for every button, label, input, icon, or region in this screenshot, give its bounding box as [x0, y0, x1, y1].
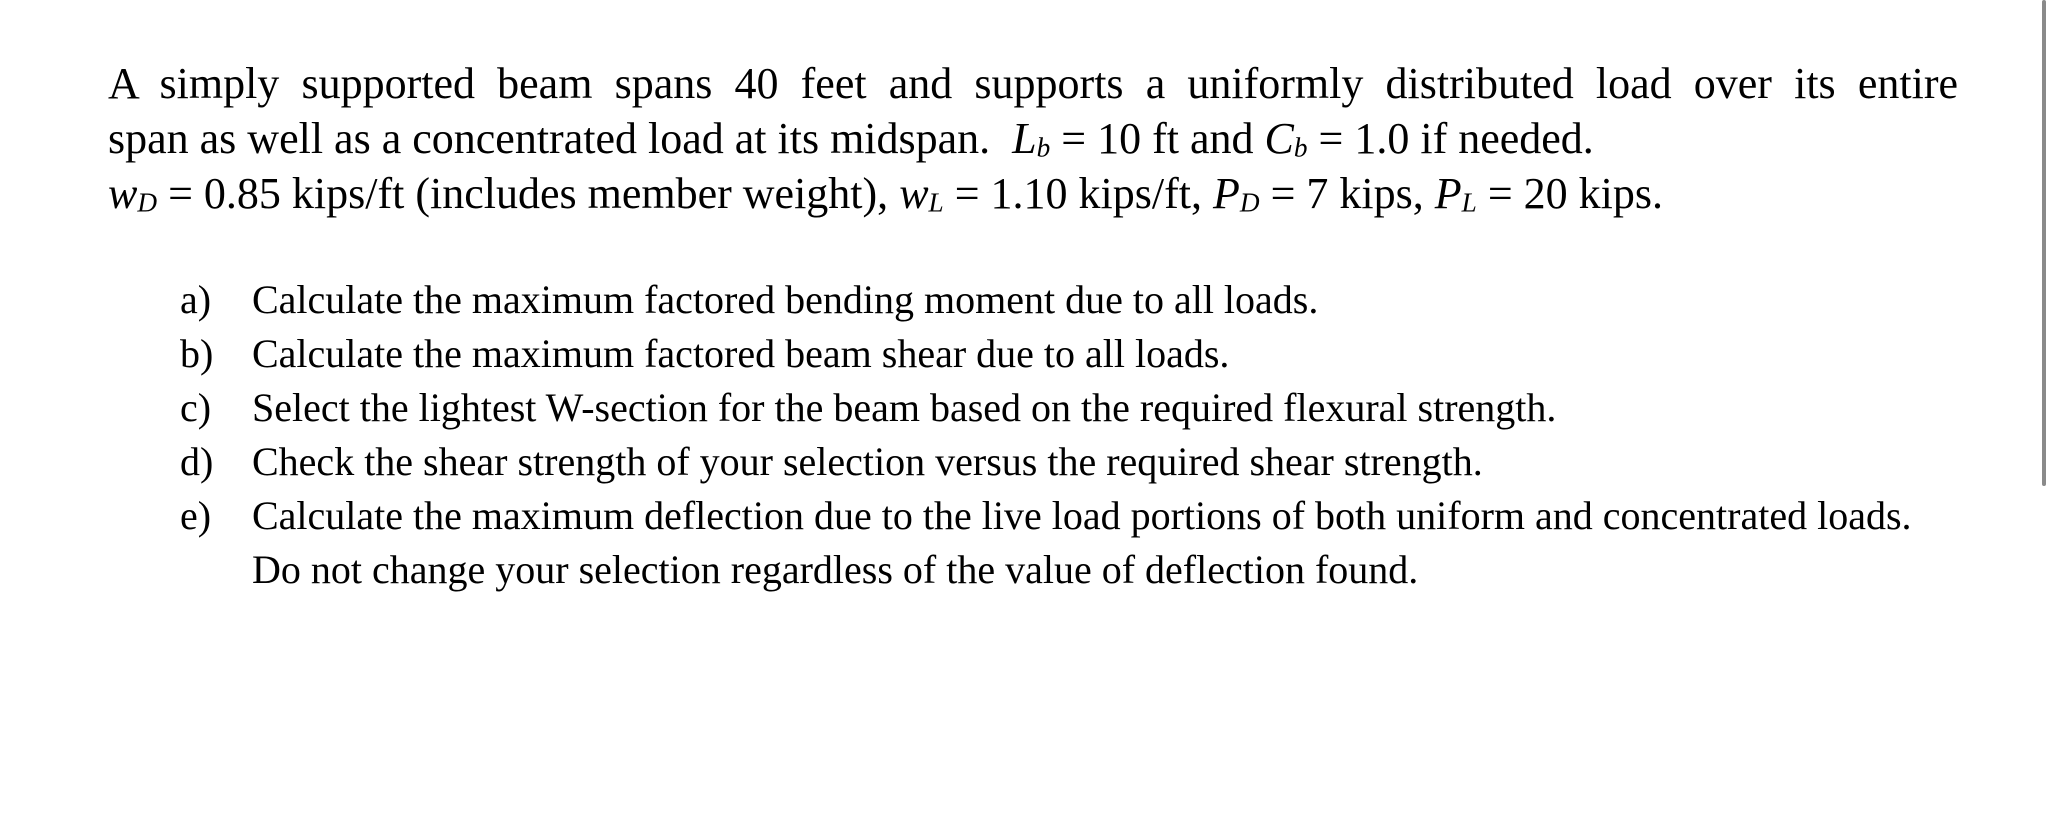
part-letter: a)	[180, 277, 212, 322]
cb-subscript: b	[1293, 132, 1308, 163]
pd-subscript: D	[1239, 187, 1260, 218]
pd-value: = 7 kips,	[1259, 169, 1435, 218]
wd-value: = 0.85 kips/ft (includes member weight),	[157, 169, 900, 218]
question-parts-list	[180, 273, 1960, 597]
problem-line-3	[108, 166, 1958, 221]
part-text: Check the shear strength of your selection versus the required shear strength.	[252, 439, 1483, 484]
question-part-c	[180, 381, 1960, 435]
lb-subscript: b	[1036, 132, 1051, 163]
pl-value: = 20 kips.	[1476, 169, 1663, 218]
lb-variable: L	[1012, 114, 1037, 163]
part-text: Calculate the maximum factored bending moment due to all loads.	[252, 277, 1319, 322]
part-text: Select the lightest W-section for the beam based on the required flexural strength.	[252, 385, 1557, 430]
question-part-a	[180, 273, 1960, 327]
question-part-b	[180, 327, 1960, 381]
part-text: Calculate the maximum factored beam shear due to all loads.	[252, 331, 1230, 376]
scrollbar-thumb[interactable]	[2042, 0, 2046, 486]
part-letter: c)	[180, 385, 212, 430]
cb-variable: C	[1264, 114, 1294, 163]
part-letter: d)	[180, 439, 214, 484]
part-letter: e)	[180, 493, 212, 538]
pl-subscript: L	[1461, 187, 1477, 218]
pd-variable: P	[1212, 169, 1240, 218]
cb-value: = 1.0 if needed.	[1307, 114, 1594, 163]
question-part-d	[180, 435, 1960, 489]
problem-line-1-text: A simply supported beam spans 40 feet and supports a uniformly distributed load over its entire	[108, 59, 1958, 108]
problem-statement	[108, 56, 1958, 221]
wl-subscript: L	[928, 187, 944, 218]
pl-variable: P	[1434, 169, 1462, 218]
problem-line-2	[108, 111, 1958, 166]
wd-subscript: D	[137, 187, 158, 218]
problem-line-2-text: span as well as a concentrated load at its midspan.	[108, 114, 991, 163]
part-letter: b)	[180, 331, 214, 376]
part-text: Calculate the maximum deflection due to the live load portions of both uniform and concentrated loads. Do not change your selection regardless of the value of deflection found.	[252, 493, 1912, 592]
wl-value: = 1.10 kips/ft,	[943, 169, 1213, 218]
wd-variable: w	[108, 169, 138, 218]
wl-variable: w	[899, 169, 929, 218]
problem-line-1	[108, 56, 1958, 111]
question-part-e	[180, 489, 1960, 597]
lb-value: = 10 ft and	[1050, 114, 1265, 163]
vertical-scrollbar[interactable]	[2040, 0, 2048, 823]
